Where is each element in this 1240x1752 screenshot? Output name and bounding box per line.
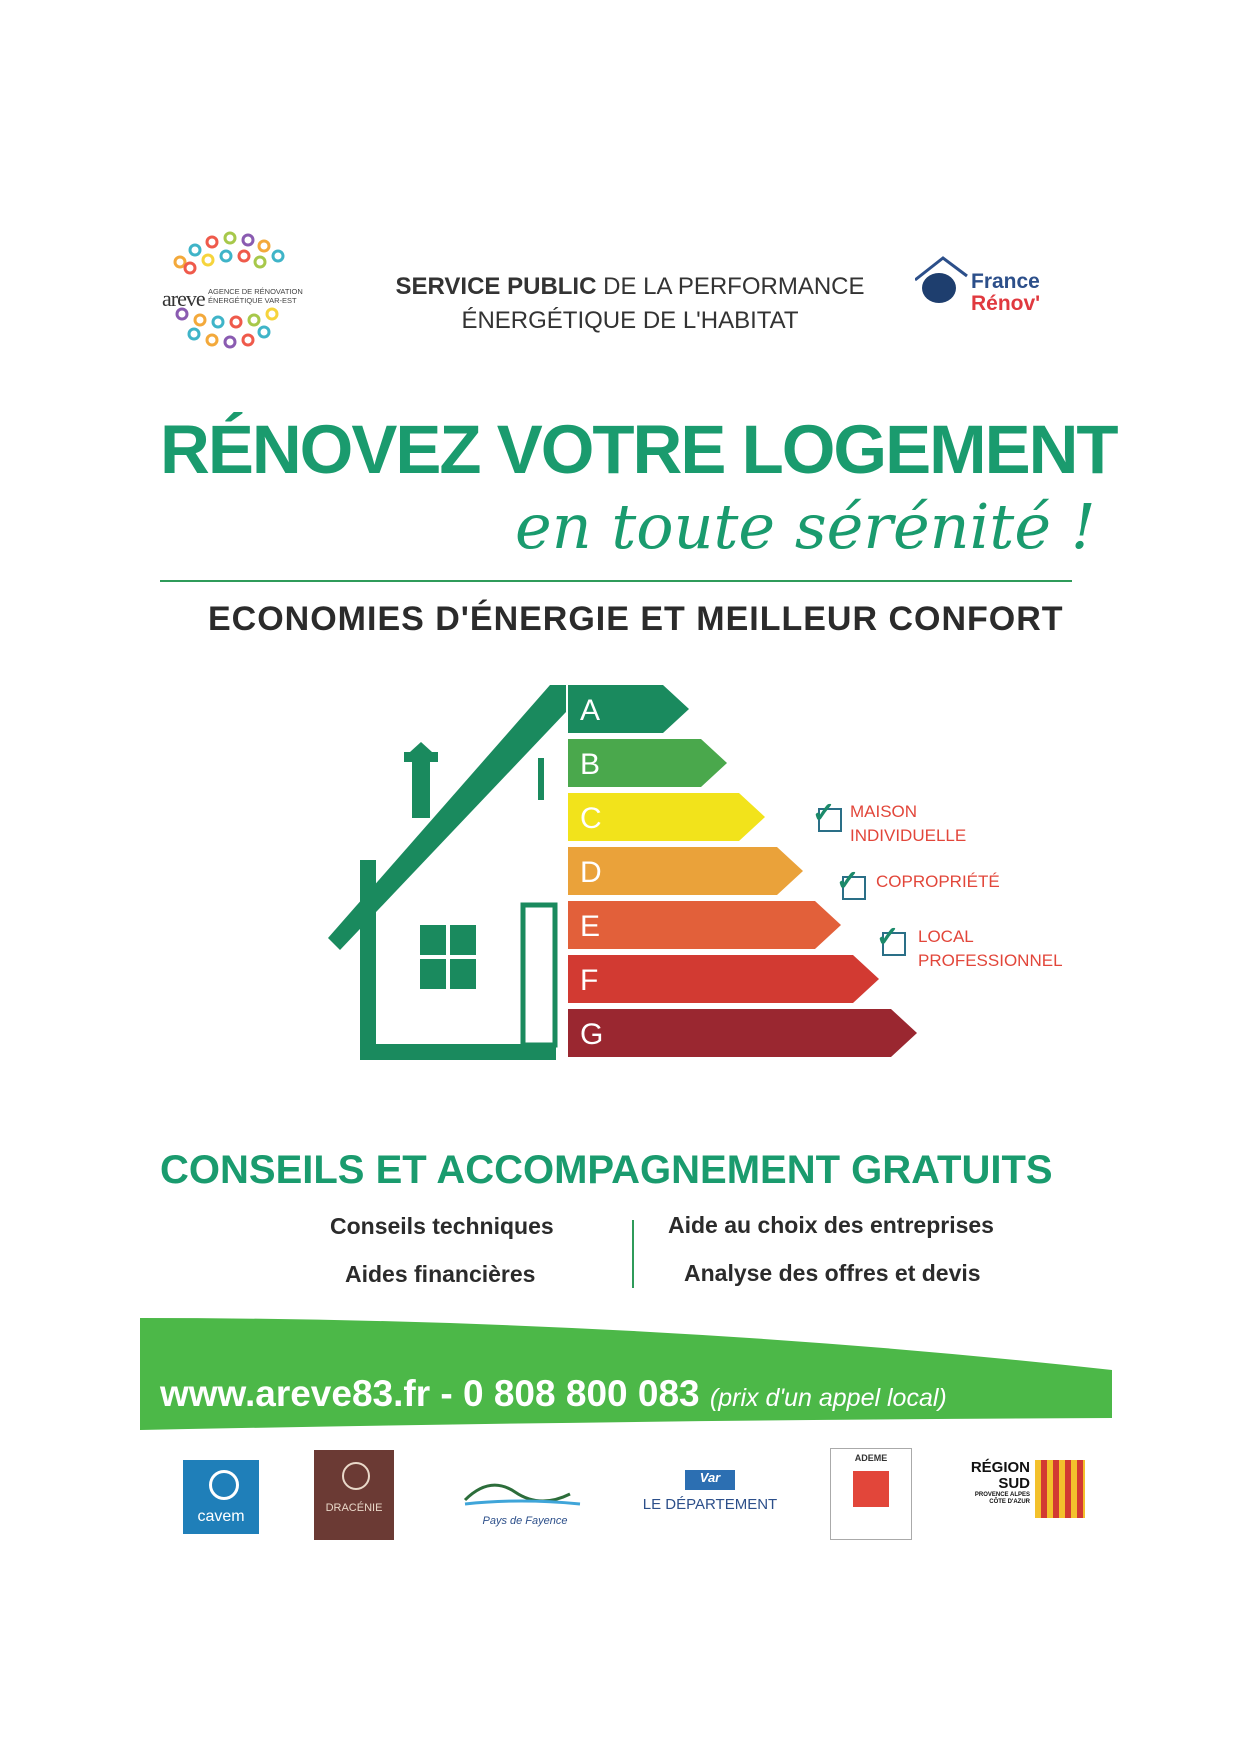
ademe-emblem-icon — [853, 1471, 889, 1507]
region-line1: RÉGION — [970, 1459, 1030, 1476]
check-copropriete-line1: COPROPRIÉTÉ — [876, 872, 1000, 891]
service-public-heading — [360, 270, 900, 338]
partner-fayence-logo — [460, 1470, 590, 1530]
region-line3: PROVENCE ALPES CÔTE D'AZUR — [974, 1492, 1030, 1505]
energy-label-a: A — [580, 694, 601, 727]
fayence-text: Pays de Fayence — [482, 1515, 568, 1527]
ademe-text: ADEME — [854, 1453, 888, 1463]
check-maison-line1: MAISON — [850, 802, 918, 821]
service-aide-choix: Aide au choix des entreprises — [668, 1212, 994, 1238]
energy-label-c: C — [580, 802, 602, 835]
fayence-landscape-icon — [460, 1470, 590, 1510]
economies-heading: ECONOMIES D'ÉNERGIE ET MEILLEUR CONFORT — [208, 600, 1064, 638]
region-line2: SUD — [998, 1475, 1030, 1492]
departement-text: LE DÉPARTEMENT — [642, 1496, 778, 1513]
check-item-maison — [850, 800, 966, 848]
check-icon: ✓ — [812, 797, 836, 828]
areve-tagline: AGENCE DE RÉNOVATION ÉNERGÉTIQUE VAR-EST — [208, 287, 303, 305]
dracenie-text: DRACÉNIE — [325, 1502, 383, 1514]
check-local-line1: LOCAL — [918, 927, 974, 946]
energy-label-e: E — [580, 910, 601, 943]
contact-website-phone[interactable]: www.areve83.fr - 0 808 800 083 — [160, 1373, 700, 1414]
partner-region-sud-logo — [960, 1460, 1090, 1530]
var-logo-text: Var — [685, 1470, 735, 1490]
check-item-local — [918, 925, 1063, 973]
service-conseils-techniques: Conseils techniques — [330, 1213, 554, 1239]
energy-bar-f — [568, 955, 879, 1003]
check-icon: ✓ — [836, 865, 860, 896]
page-subtitle: en toute sérénité ! — [515, 490, 1096, 563]
services-divider — [632, 1220, 634, 1288]
house-icon — [328, 685, 566, 1060]
areve-wordmark: areve — [162, 286, 205, 311]
france-renov-line1: France — [971, 270, 1040, 293]
energy-bar-d — [568, 847, 803, 895]
partner-dracenie-logo — [314, 1450, 394, 1540]
service-bold: SERVICE PUBLIC — [395, 273, 597, 300]
partner-ademe-logo — [830, 1448, 912, 1540]
region-flag-icon — [1035, 1460, 1085, 1518]
energy-label-b: B — [580, 748, 601, 781]
energy-label-d: D — [580, 856, 602, 889]
energy-label-g: G — [580, 1018, 604, 1051]
contact-note: (prix d'un appel local) — [709, 1384, 947, 1412]
check-maison-line2: INDIVIDUELLE — [850, 826, 967, 845]
service-aides-financieres: Aides financières — [345, 1261, 536, 1287]
dracenie-emblem-icon — [342, 1462, 370, 1490]
check-local-line2: PROFESSIONNEL — [918, 951, 1063, 970]
conseils-heading: CONSEILS ET ACCOMPAGNEMENT GRATUITS — [160, 1148, 1053, 1192]
check-icon: ✓ — [876, 921, 900, 952]
energy-bar-e — [568, 901, 841, 949]
energy-bar-g — [568, 1009, 917, 1057]
page-title: RÉNOVEZ VOTRE LOGEMENT — [160, 411, 1117, 488]
france-renov-line2: Rénov' — [971, 292, 1041, 315]
cavem-emblem-icon — [209, 1470, 239, 1500]
service-rest: DE LA PERFORMANCE — [596, 273, 865, 300]
partner-cavem-logo — [183, 1460, 259, 1534]
cavem-text: cavem — [197, 1508, 245, 1525]
check-item-copropriete — [876, 870, 1000, 894]
partner-departement-logo — [640, 1470, 780, 1530]
divider-line — [160, 580, 1072, 582]
contact-banner[interactable] — [160, 1373, 947, 1415]
service-line2: ÉNERGÉTIQUE DE L'HABITAT — [461, 307, 799, 334]
service-analyse-offres: Analyse des offres et devis — [684, 1260, 981, 1286]
energy-label-f: F — [580, 964, 599, 997]
